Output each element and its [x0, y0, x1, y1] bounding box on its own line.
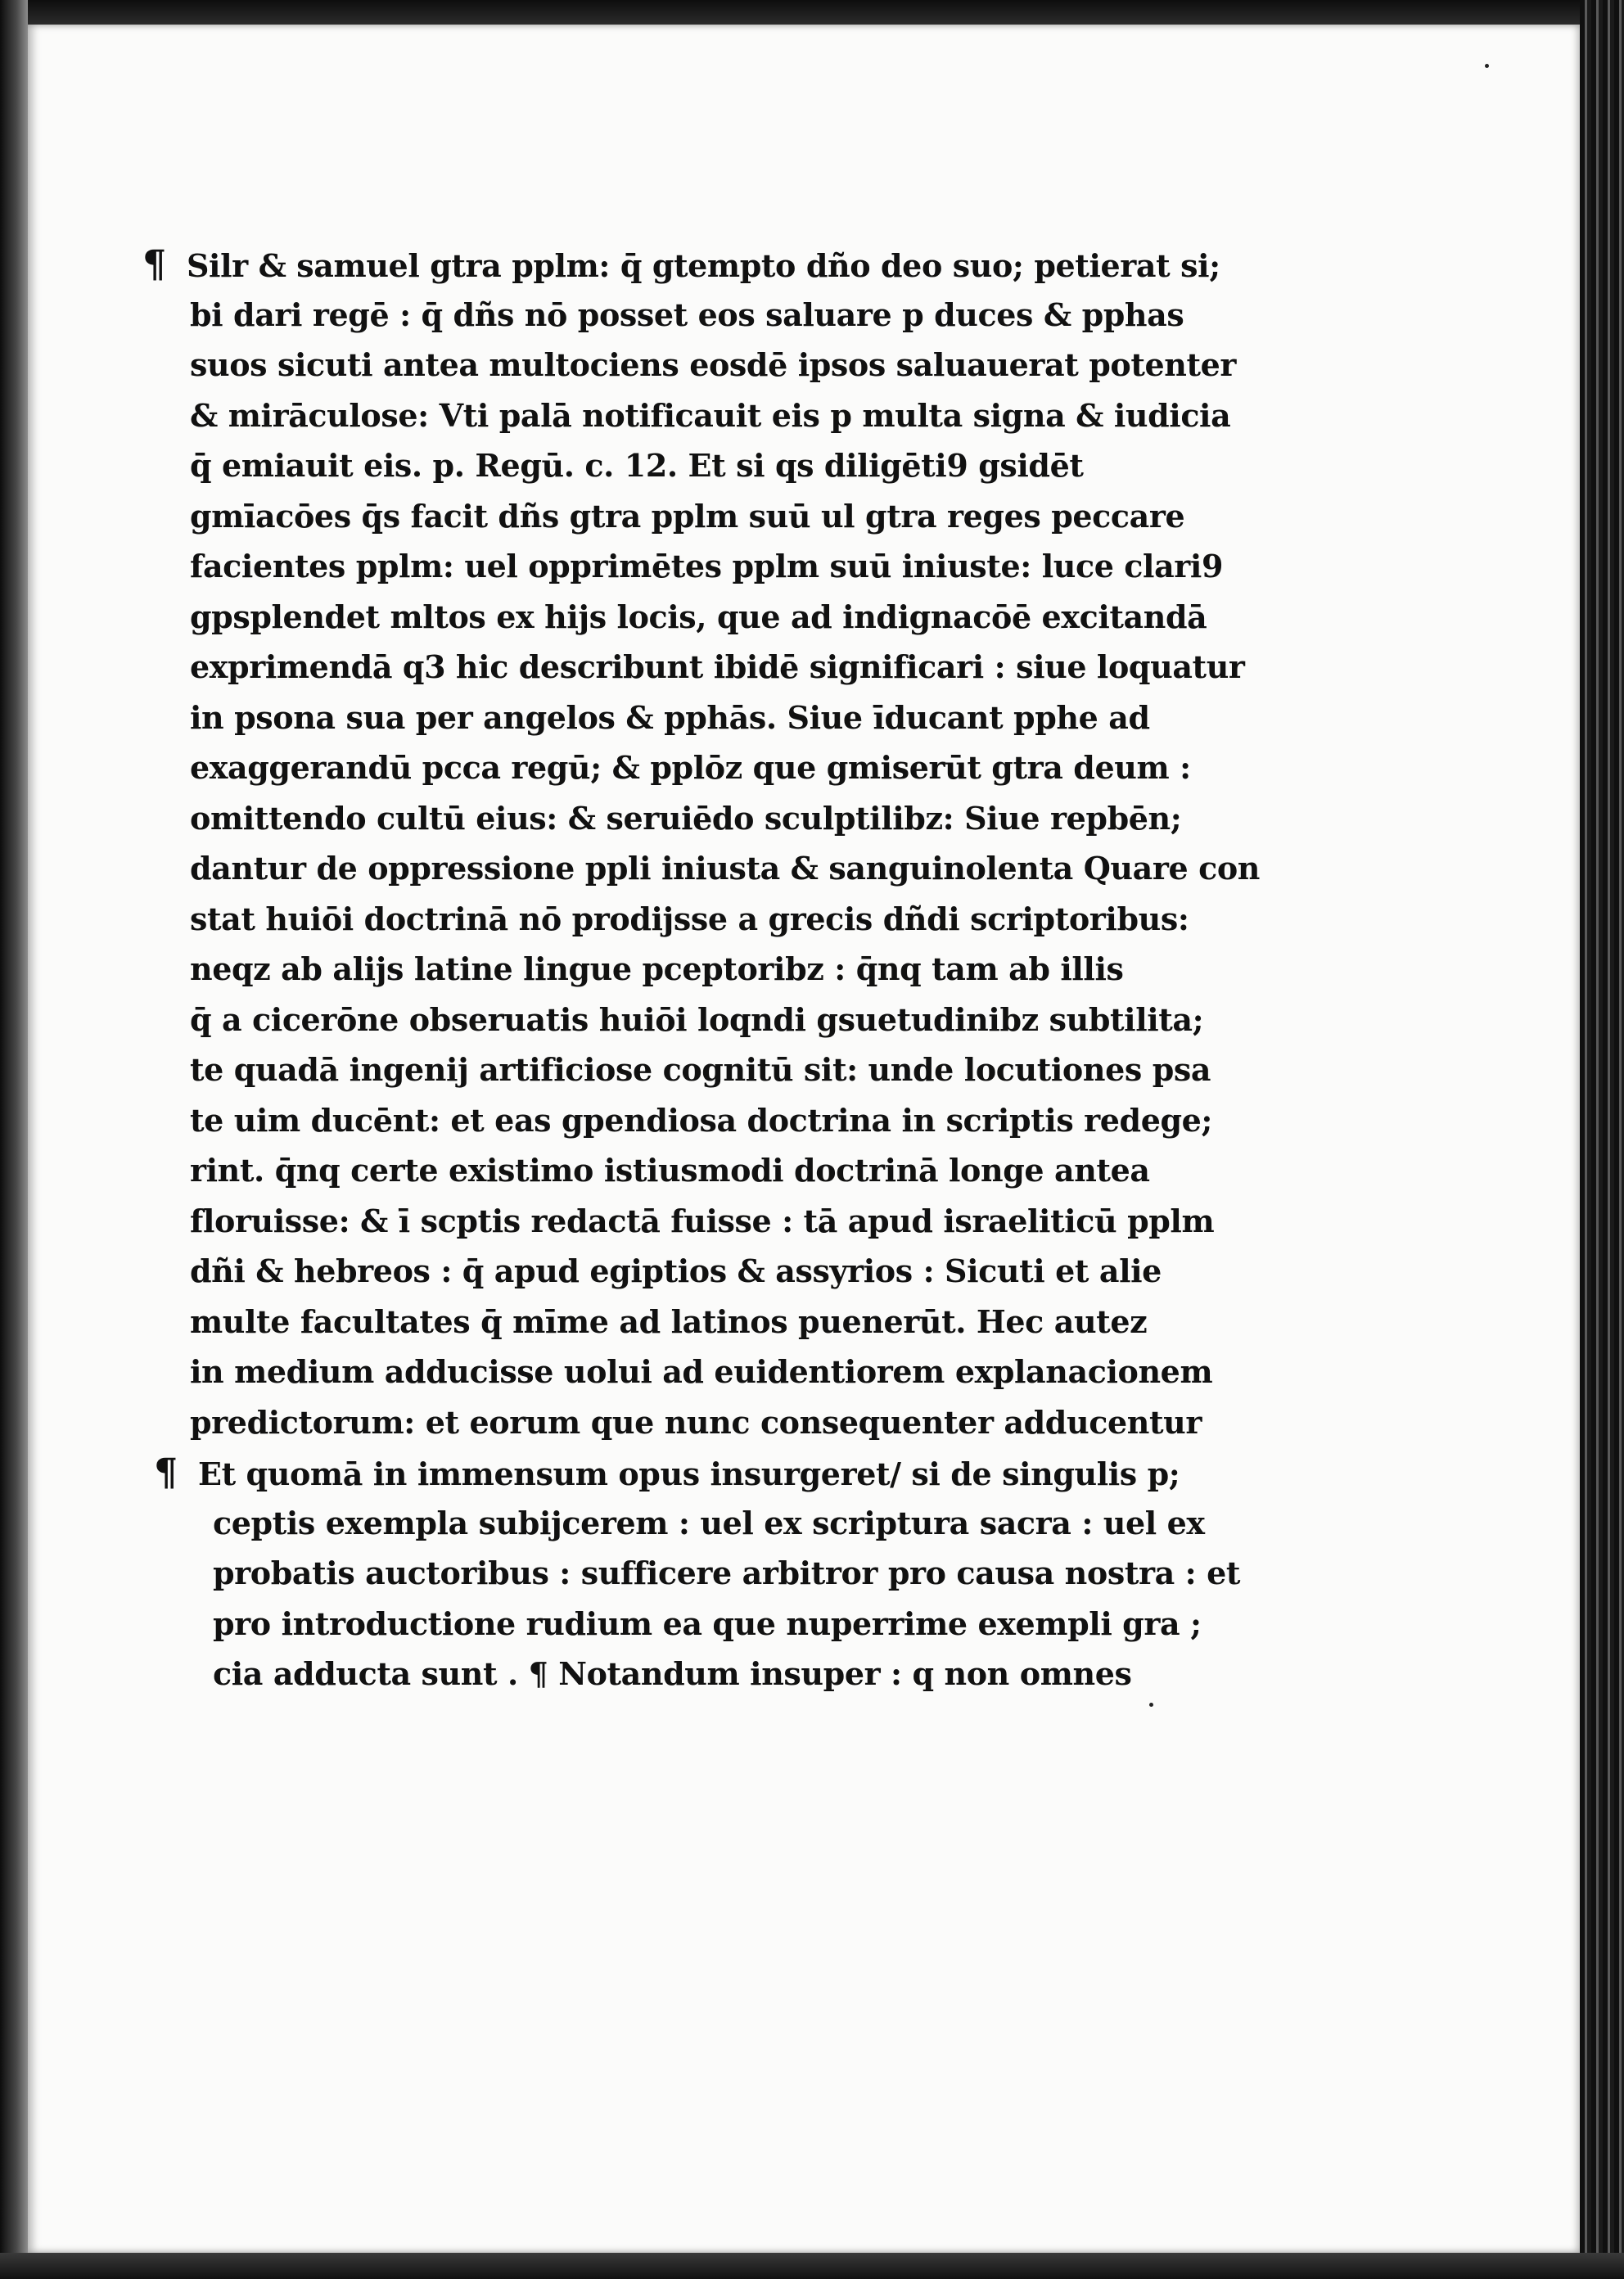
- text-line: [142, 1196, 1215, 1247]
- paper-speck: [1149, 1703, 1153, 1707]
- line-text: exprimendā q3 hic describunt ibidē significari : siue loquatur: [190, 648, 1245, 685]
- text-line: [142, 1246, 1198, 1297]
- text-line: [142, 1095, 1213, 1146]
- line-text: suos sicuti antea multociens eosdē ipsos saluauerat potenter: [190, 346, 1237, 383]
- line-text: dñi & hebreos : q̄ apud egiptios & assyrios : Sicuti et alie: [190, 1252, 1162, 1289]
- text-line: [142, 944, 1198, 995]
- paragraph-mark: ¶: [142, 241, 166, 286]
- text-line: [142, 693, 1198, 743]
- line-text: Et quomā in immensum opus insurgeret/ si de singulis p;: [198, 1455, 1180, 1492]
- line-text: probatis auctoribus : sufficere arbitror pro causa nostra : et: [213, 1555, 1241, 1591]
- paragraph-mark: ¶: [154, 1450, 178, 1494]
- line-text: facientes pplm: uel opprimētes pplm suū iniuste: luce clari9: [190, 548, 1223, 584]
- line-text: omittendo cultū eius: & seruiēdo sculptilibz: Siue repbēn;: [190, 799, 1182, 837]
- text-line: [142, 642, 1245, 693]
- line-text: bi dari regē : q̄ dñs nō posset eos saluare p duces & pphas: [190, 296, 1184, 333]
- text-line: [142, 742, 1198, 793]
- line-text: cia adducta sunt . ¶ Notandum insuper : q non omnes: [213, 1655, 1132, 1692]
- line-text: & mirāculose: Vti palā notificauit eis p multa signa & iudicia: [190, 396, 1231, 434]
- line-text: pro introductione rudium ea que nuperrime exempli gra ;: [213, 1604, 1202, 1642]
- line-text: ceptis exempla subijcerem : uel ex scriptura sacra : uel ex: [213, 1504, 1205, 1541]
- text-line: [142, 793, 1198, 844]
- text-block: [142, 239, 1261, 1699]
- line-text: neqz ab alijs latine lingue pceptoribz : q̄nq tam ab illis: [190, 950, 1124, 987]
- scan-right-border: [1580, 0, 1624, 2279]
- text-line: [154, 1649, 1198, 1699]
- text-line: [142, 340, 1237, 390]
- text-line: [142, 1145, 1198, 1196]
- text-line: [142, 1397, 1202, 1448]
- paragraph-1: [142, 239, 1261, 1447]
- text-line: [142, 995, 1204, 1045]
- text-line: [154, 1548, 1241, 1599]
- line-text: dantur de oppressione ppli iniusta & sanguinolenta Quare con: [190, 850, 1261, 887]
- line-text: stat huiōi doctrinā nō prodijsse a grecis dñdi scriptoribus:: [190, 900, 1189, 937]
- line-text: in medium adducisse uolui ad euidentiorem explanacionem: [190, 1353, 1213, 1390]
- line-text: te quadā ingenij artificiose cognitū sit: unde locutiones psa: [190, 1051, 1211, 1088]
- line-text: te uim ducēnt: et eas gpendiosa doctrina in scriptis redege;: [190, 1101, 1213, 1139]
- line-text: floruisse: & ī scptis redactā fuisse : tā apud israeliticū pplm: [190, 1202, 1215, 1239]
- text-line: [142, 491, 1198, 542]
- text-line: [142, 1347, 1213, 1397]
- text-line: [142, 1045, 1211, 1095]
- scan-top-border: [0, 0, 1624, 25]
- text-line: [142, 1297, 1198, 1347]
- line-text: exaggerandū pcca regū; & pplōz que gmiserūt gtra deum :: [190, 749, 1191, 786]
- text-line: [142, 592, 1207, 643]
- text-line: [142, 239, 1220, 290]
- line-text: Silr & samuel gtra pplm: q̄ gtempto dño deo suo; petierat si;: [187, 247, 1220, 284]
- paragraph-2: [154, 1447, 1241, 1699]
- line-text: q̄ a cicerōne obseruatis huiōi loqndi gsuetudinibz subtilita;: [190, 1000, 1204, 1038]
- line-text: in psona sua per angelos & pphās. Siue īducant pphe ad: [190, 698, 1150, 736]
- book-page: [28, 25, 1580, 2253]
- line-text: multe facultates q̄ mīme ad latinos puenerūt. Hec autez: [190, 1302, 1148, 1340]
- line-text: rint. q̄nq certe existimo istiusmodi doctrinā longe antea: [190, 1152, 1150, 1189]
- paper-speck: [1485, 64, 1489, 68]
- line-text: gpsplendet mltos ex hijs locis, que ad indignacōē excitandā: [190, 598, 1207, 635]
- text-line: [154, 1498, 1205, 1549]
- text-line: [154, 1447, 1198, 1498]
- line-text: predictorum: et eorum que nunc consequenter adducentur: [190, 1403, 1202, 1441]
- text-line: [154, 1599, 1202, 1649]
- text-line: [142, 390, 1231, 441]
- text-line: [142, 290, 1198, 341]
- text-line: [142, 440, 1198, 491]
- scan-left-border: [0, 0, 28, 2279]
- line-text: gmīacōes q̄s facit dñs gtra pplm suū ul gtra reges peccare: [190, 497, 1185, 535]
- text-line: [142, 843, 1261, 894]
- scan-bottom-border: [0, 2253, 1624, 2279]
- line-text: q̄ emiauit eis. p. Regū. c. 12. Et si qs diligēti9 gsidēt: [190, 447, 1084, 484]
- text-line: [142, 541, 1223, 592]
- text-line: [142, 894, 1198, 945]
